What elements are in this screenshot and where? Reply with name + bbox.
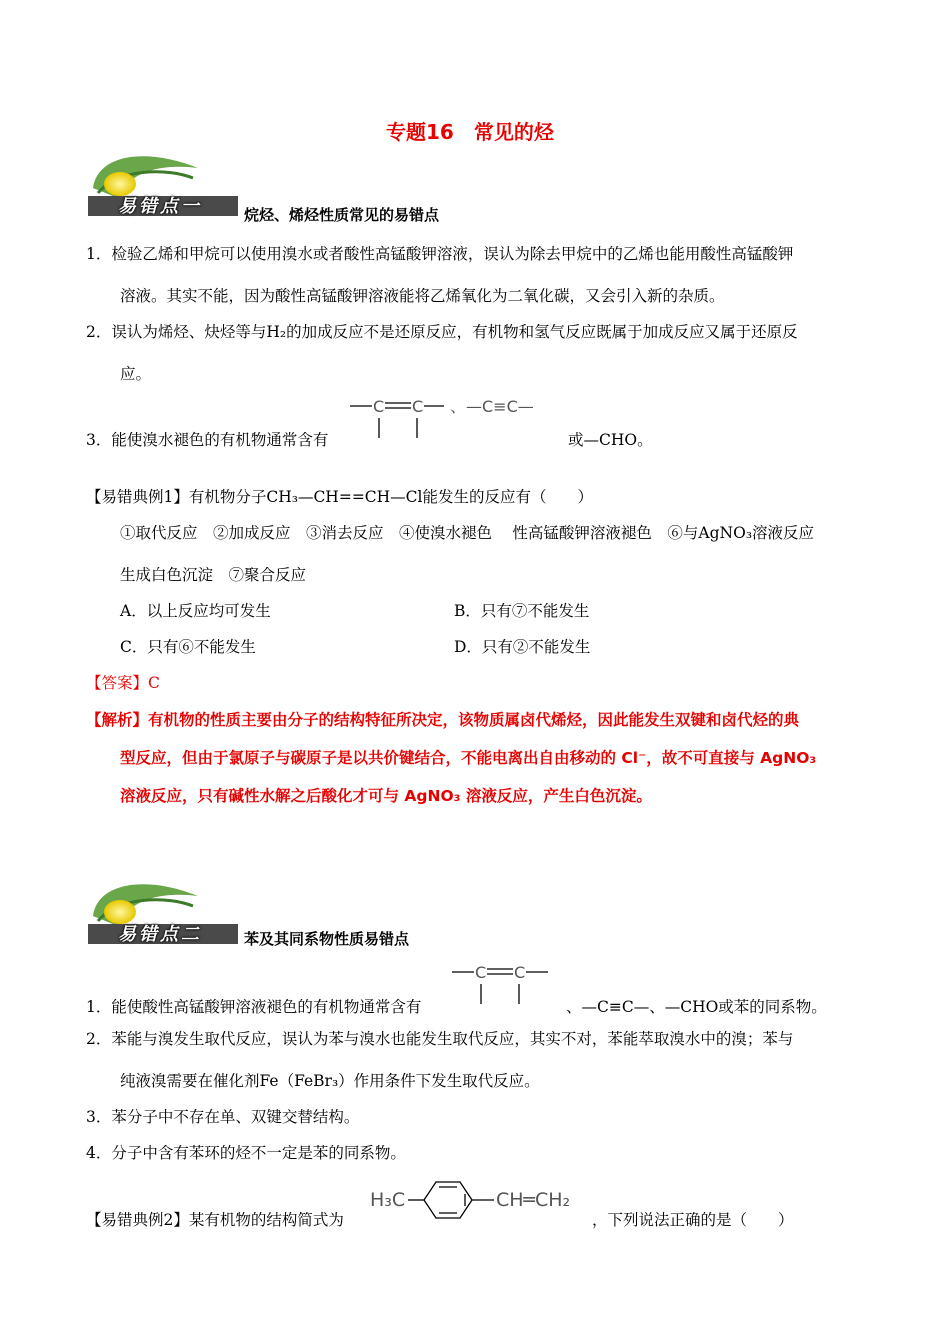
choice-a: A．以上反应均可发生	[120, 602, 271, 620]
s1-item3-prefix: 3．能使溴水褪色的有机物通常含有	[86, 431, 329, 449]
section-badge-text: 易错点一	[118, 196, 202, 217]
s2-item4: 4．分子中含有苯环的烃不一定是苯的同系物。	[86, 1144, 406, 1162]
alkene-carbon-2: C	[412, 397, 424, 416]
section2-badge-logo	[88, 876, 238, 946]
choice-c: C．只有⑥不能发生	[120, 638, 256, 656]
s2-item1-suffix: 、—C≡C—、—CHO或苯的同系物。	[566, 998, 827, 1016]
example1-options-line1: ①取代反应 ②加成反应 ③消去反应 ④使溴水褪色 性高锰酸钾溶液褪色 ⑥与AgNO₃溶液反应	[120, 524, 815, 542]
vinyl-group: CH═CH₂	[496, 1189, 571, 1211]
section2-heading: 苯及其同系物性质易错点	[244, 930, 410, 948]
section-badge-logo	[88, 148, 238, 218]
methylstyrene-structure	[368, 1172, 600, 1228]
alkyne-structure: —C≡C—	[466, 397, 534, 416]
s1-item1-line1: 1．检验乙烯和甲烷可以使用溴水或者酸性高锰酸钾溶液，误认为除去甲烷中的乙烯也能用酸性高锰酸钾	[86, 245, 794, 263]
s1-item2-line2: 应。	[120, 365, 152, 383]
analysis-line2: 型反应，但由于氯原子与碳原子是以共价键结合，不能电离出自由移动的 Cl⁻，故不可直接与 AgNO₃	[120, 749, 817, 767]
example2-suffix: ，下列说法正确的是（ ）	[592, 1211, 794, 1229]
s1-item2-line1: 2．误认为烯烃、炔烃等与H₂的加成反应不是还原反应，有机物和氢气反应既属于加成反应又属于还原反	[86, 323, 798, 341]
answer: 【答案】C	[86, 674, 160, 692]
alkene-carbon-2: C	[514, 963, 526, 982]
page-title: 专题16 常见的烃	[386, 120, 554, 144]
section1-heading: 烷烃、烯烃性质常见的易错点	[244, 206, 440, 224]
choice-b: B．只有⑦不能发生	[454, 602, 590, 620]
item3-separator: 、	[450, 397, 467, 416]
example1-options-line2: 生成白色沉淀 ⑦聚合反应	[120, 566, 307, 584]
alkene-alkyne-structure	[348, 392, 558, 448]
s2-item2-line1: 2．苯能与溴发生取代反应，误认为苯与溴水也能发生取代反应，其实不对，苯能萃取溴水中的溴；苯与	[86, 1030, 794, 1048]
s2-item2-line2: 纯液溴需要在催化剂Fe（FeBr₃）作用条件下发生取代反应。	[120, 1072, 540, 1090]
choice-d: D．只有②不能发生	[454, 638, 591, 656]
s2-item1-prefix: 1．能使酸性高锰酸钾溶液褪色的有机物通常含有	[86, 998, 422, 1016]
example2-prefix: 【易错典例2】某有机物的结构简式为	[86, 1211, 344, 1229]
alkene-carbon-1: C	[475, 963, 487, 982]
analysis-line3: 溶液反应，只有碱性水解之后酸化才可与 AgNO₃ 溶液反应，产生白色沉淀。	[120, 787, 652, 805]
section2-badge-text: 易错点二	[118, 924, 202, 945]
alkene-structure	[450, 958, 550, 1008]
alkene-carbon-1: C	[373, 397, 385, 416]
analysis-line1: 【解析】有机物的性质主要由分子的结构特征所决定，该物质属卤代烯烃，因此能发生双键和卤代烃的典	[86, 711, 800, 729]
s1-item3-suffix: 或—CHO。	[568, 431, 653, 449]
example1: 【易错典例1】有机物分子CH₃—CH==CH—Cl能发生的反应有（ ）	[86, 488, 593, 506]
methyl-group: H₃C	[370, 1189, 406, 1211]
s2-item3: 3．苯分子中不存在单、双键交替结构。	[86, 1108, 360, 1126]
s1-item1-line2: 溶液。其实不能，因为酸性高锰酸钾溶液能将乙烯氧化为二氧化碳，又会引入新的杂质。	[120, 287, 725, 305]
